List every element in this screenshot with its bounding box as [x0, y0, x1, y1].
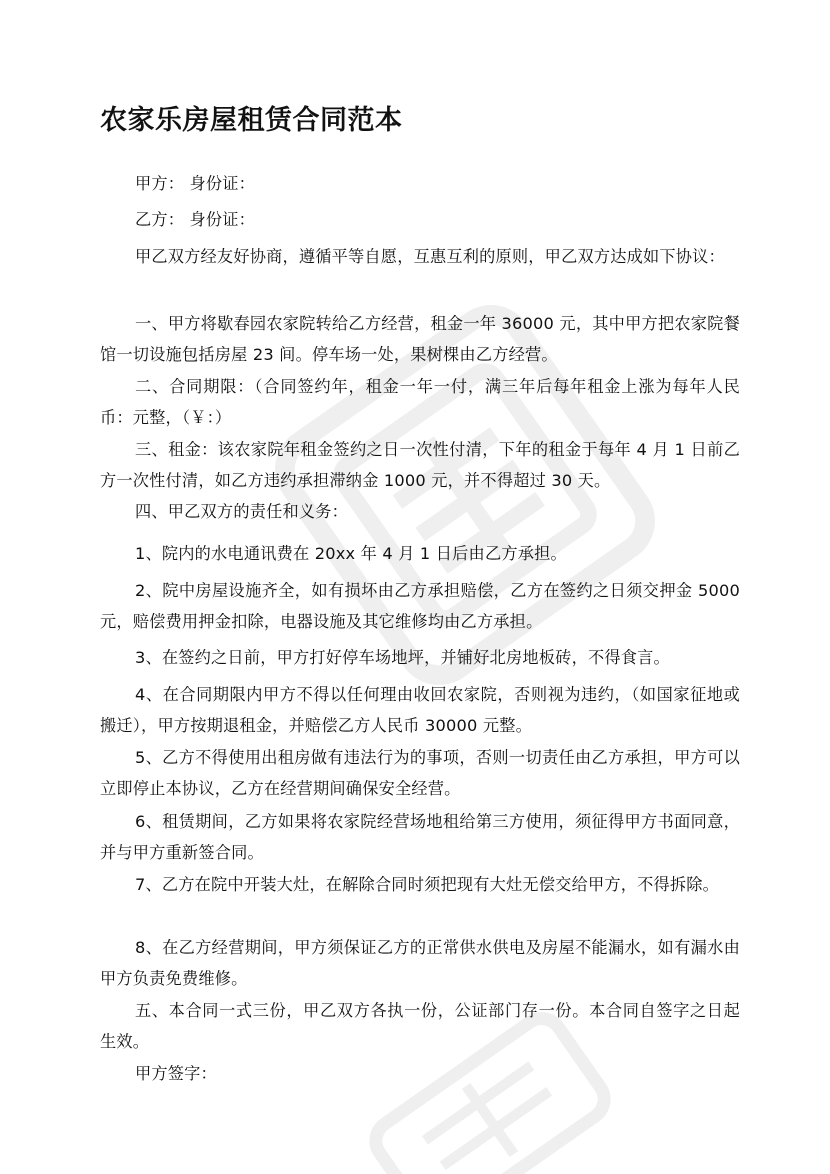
duty-3-paragraph: 3、在签约之日前，甲方打好停车场地坪，并铺好北房地板砖，不得食言。 — [135, 648, 670, 667]
party-a-signature-line: 甲方签字： — [135, 1064, 217, 1083]
duty-8-paragraph: 8、在乙方经营期间，甲方须保证乙方的正常供水供电及房屋不能漏水，如有漏水由甲方负责免费维修。 — [100, 938, 740, 988]
duty-4-paragraph: 4、在合同期限内甲方不得以任何理由收回农家院，否则视为违约，（如国家征地或搬迁），甲方按期退租金，并赔偿乙方人民币 30000 元整。 — [100, 685, 740, 735]
party-a-line: 甲方： 身份证： — [135, 174, 256, 193]
clause-1-paragraph: 一、甲方将歇春园农家院转给乙方经营，租金一年 36000 元，其中甲方把农家院餐馆一切设施包括房屋 23 间。停车场一处，果树棵由乙方经营。 — [100, 314, 740, 364]
clause-3-paragraph: 三、租金：该农家院年租金签约之日一次性付清，下年的租金于每年 4 月 1 日前乙方一次性付清，如乙方违约承担滞纳金 1000 元，并不得超过 30 天。 — [100, 440, 740, 490]
duty-7-paragraph: 7、乙方在院中开装大灶，在解除合同时须把现有大灶无偿交给甲方，不得拆除。 — [135, 875, 720, 894]
duty-2-paragraph: 2、院中房屋设施齐全，如有损坏由乙方承担赔偿，乙方在签约之日须交押金 5000 元，赔偿费用押金扣除，电器设施及其它维修均由乙方承担。 — [100, 581, 740, 631]
duty-6-paragraph: 6、租赁期间，乙方如果将农家院经营场地租给第三方使用，须征得甲方书面同意，并与甲方重新签合同。 — [100, 812, 740, 862]
duty-5-paragraph: 5、乙方不得使用出租房做有违法行为的事项，否则一切责任由乙方承担，甲方可以立即停止本协议，乙方在经营期间确保安全经营。 — [100, 748, 740, 798]
party-b-line: 乙方： 身份证： — [135, 210, 256, 229]
intro-paragraph: 甲乙双方经友好协商，遵循平等自愿，互惠互利的原则，甲乙双方达成如下协议： — [135, 247, 725, 266]
duty-1-paragraph: 1、院内的水电通讯费在 20xx 年 4 月 1 日后由乙方承担。 — [135, 544, 567, 563]
page-title: 农家乐房屋租赁合同范本 — [100, 105, 403, 136]
clause-2-paragraph: 二、合同期限：（合同签约年，租金一年一付，满三年后每年租金上涨为每年人民币：元整，（￥：） — [100, 377, 740, 427]
clause-5-paragraph: 五、本合同一式三份，甲乙双方各执一份，公证部门存一份。本合同自签字之日起生效。 — [100, 1001, 740, 1051]
clause-4-heading: 四、甲乙双方的责任和义务： — [135, 502, 349, 521]
